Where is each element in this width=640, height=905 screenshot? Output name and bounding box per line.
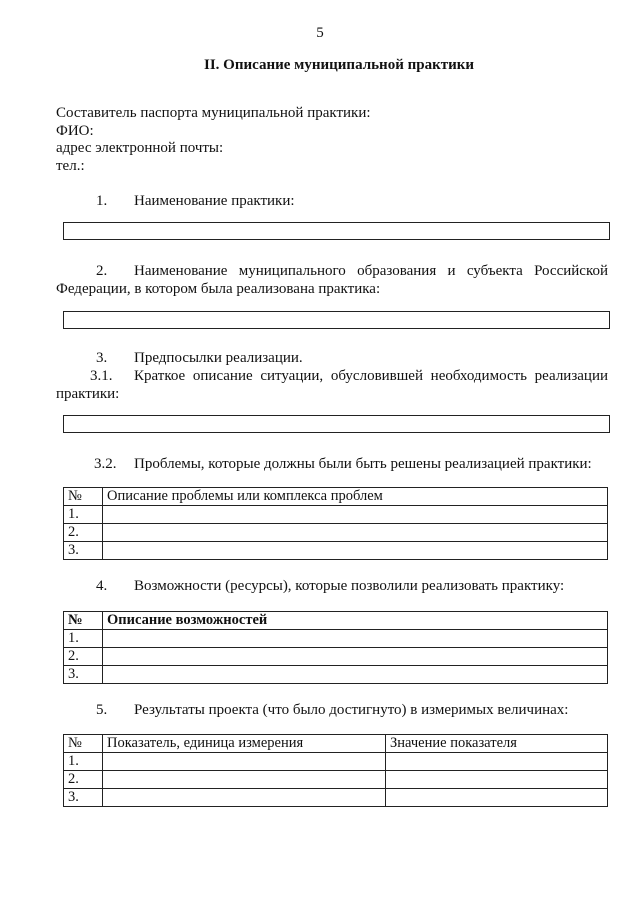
- table-row: [64, 524, 608, 542]
- practice-name-field[interactable]: [63, 222, 610, 240]
- phone-label: тел.:: [56, 158, 85, 174]
- compiler-label: Составитель паспорта муниципальной практики:: [56, 105, 371, 121]
- resource-cell[interactable]: [103, 648, 608, 666]
- row-number: 2.: [64, 648, 103, 666]
- item-3-1-line1: Краткое описание ситуации, обусловившей необходимость реализации: [134, 368, 608, 384]
- situation-field[interactable]: [63, 415, 610, 433]
- item-3-1-line2: практики:: [56, 386, 120, 402]
- indicator-cell[interactable]: [103, 753, 386, 771]
- problem-description-header: Описание проблемы или комплекса проблем: [103, 488, 608, 506]
- value-cell[interactable]: [386, 789, 608, 807]
- row-number: 3.: [64, 542, 103, 560]
- table-row: [64, 666, 608, 684]
- email-label: адрес электронной почты:: [56, 140, 224, 156]
- item-5-text: Результаты проекта (что было достигнуто) в измеримых величинах:: [134, 702, 569, 718]
- item-4-number: 4.: [96, 578, 108, 594]
- number-header: №: [64, 488, 103, 506]
- value-cell[interactable]: [386, 753, 608, 771]
- table-row: [64, 542, 608, 560]
- problems-table: [63, 487, 608, 560]
- indicator-cell[interactable]: [103, 771, 386, 789]
- table-row: [64, 789, 608, 807]
- number-header: №: [64, 735, 103, 753]
- name-label: ФИО:: [56, 123, 94, 139]
- table-row: [64, 771, 608, 789]
- item-2-number: 2.: [96, 263, 108, 279]
- item-1-number: 1.: [96, 193, 108, 209]
- problem-cell[interactable]: [103, 542, 608, 560]
- row-number: 1.: [64, 506, 103, 524]
- section-title: II. Описание муниципальной практики: [203, 57, 475, 73]
- item-2-line2: Федерации, в котором была реализована практика:: [56, 281, 381, 297]
- item-3-number: 3.: [96, 350, 108, 366]
- municipality-field[interactable]: [63, 311, 610, 329]
- item-2-line1: Наименование муниципального образования и субъекта Российской: [134, 263, 608, 279]
- resource-cell[interactable]: [103, 630, 608, 648]
- row-number: 2.: [64, 524, 103, 542]
- problem-cell[interactable]: [103, 506, 608, 524]
- table-row: [64, 648, 608, 666]
- item-4-text: Возможности (ресурсы), которые позволили реализовать практику:: [134, 578, 565, 594]
- resource-cell[interactable]: [103, 666, 608, 684]
- table-row: [64, 506, 608, 524]
- row-number: 3.: [64, 666, 103, 684]
- value-cell[interactable]: [386, 771, 608, 789]
- resources-table: [63, 611, 608, 684]
- item-3-text: Предпосылки реализации.: [134, 350, 303, 366]
- table-header-row: [64, 488, 608, 506]
- table-header-row: [64, 735, 608, 753]
- indicator-cell[interactable]: [103, 789, 386, 807]
- table-row: [64, 630, 608, 648]
- item-3-2-text: Проблемы, которые должны были быть решены реализацией практики:: [134, 456, 592, 472]
- item-1-text: Наименование практики:: [134, 193, 295, 209]
- indicator-value-header: Значение показателя: [386, 735, 608, 753]
- row-number: 2.: [64, 771, 103, 789]
- table-header-row: [64, 612, 608, 630]
- page-number: 5: [316, 25, 324, 41]
- indicator-header: Показатель, единица измерения: [103, 735, 386, 753]
- results-table: [63, 734, 608, 807]
- problem-cell[interactable]: [103, 524, 608, 542]
- number-header: №: [64, 612, 103, 630]
- item-3-1-number: 3.1.: [90, 368, 113, 384]
- item-3-2-number: 3.2.: [94, 456, 117, 472]
- row-number: 3.: [64, 789, 103, 807]
- resources-description-header: Описание возможностей: [103, 612, 608, 630]
- row-number: 1.: [64, 753, 103, 771]
- row-number: 1.: [64, 630, 103, 648]
- table-row: [64, 753, 608, 771]
- item-5-number: 5.: [96, 702, 108, 718]
